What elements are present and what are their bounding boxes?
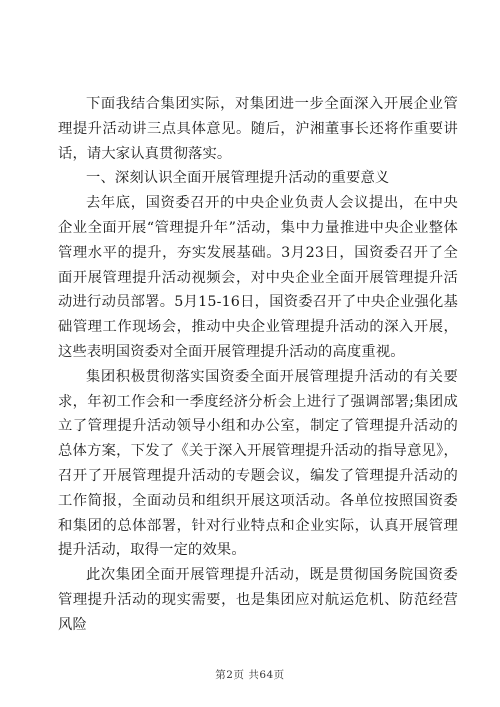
section-heading: 一、深刻认识全面开展管理提升活动的重要意义	[86, 170, 390, 187]
paragraph-group-actions: 集团积极贯彻落实国资委全面开展管理提升活动的有关要求，年初工作会和一季度经济分析会上进行了强调部署;集团成立了管理提升活动领导小组和办公室，制定了管理提升活动的总体方案，下发了《关于深入开展管理提升活动的指导意见》，召开了开展管理提升活动的专题会议，编发了管理提升活动的工作简报，全面动员和组织开展这项活动。各单位按照国资委和集团的总体部署，针对行业特点和企业实际，认真开展管理提升活动，取得一定的效果。	[58, 368, 458, 559]
paragraph-intro: 下面我结合集团实际，对集团进一步全面深入开展企业管理提升活动讲三点具体意见。随后，沪湘董事长还将作重要讲话，请大家认真贯彻落实。	[58, 96, 458, 162]
page-number-footer: 第2页 共64页	[215, 669, 285, 681]
paragraph-significance: 此次集团全面开展管理提升活动，既是贯彻国务院国资委管理提升活动的现实需要，也是集团应对航运危机、防范经营风险	[58, 567, 458, 633]
paragraph-background: 去年底，国资委召开的中央企业负责人会议提出，在中央企业全面开展“管理提升年”活动，集中力量推进中央企业整体管理水平的提升，夯实发展基础。3月23日，国资委召开了全面开展管理提升活动视频会，对中央企业全面开展管理提升活动进行动员部署。5月15-16日，国资委召开了中央企业强化基础管理工作现场会，推动中央企业管理提升活动的深入开展，这些表明国资委对全面开展管理提升活动的高度重视。	[58, 195, 458, 360]
document-body	[58, 92, 458, 638]
